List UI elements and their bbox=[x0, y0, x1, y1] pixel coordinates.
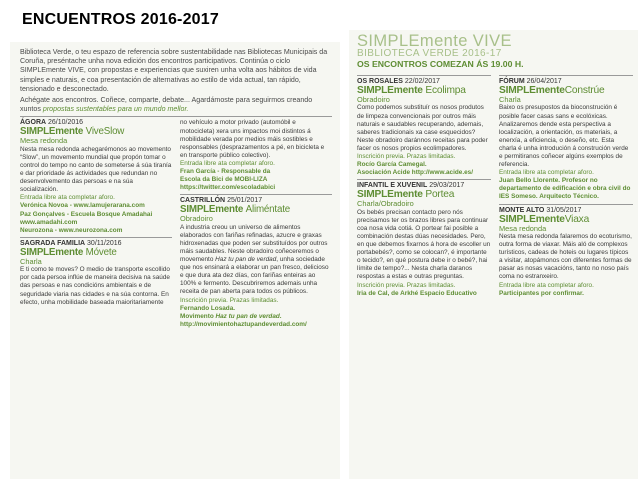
right-brochure-panel bbox=[349, 30, 638, 479]
event-description bbox=[20, 146, 172, 235]
text-fragment: 25/01/2017 bbox=[227, 197, 263, 205]
text-fragment: . bbox=[279, 312, 282, 320]
right-column-2 bbox=[499, 73, 633, 298]
event-viaxa bbox=[499, 207, 633, 298]
page-title: ENCUENTROS 2016-2017 bbox=[22, 11, 219, 28]
text-fragment: SIMPLEmente bbox=[180, 204, 244, 216]
participant-link: http://movimientohaztupandeverdad.com/ bbox=[180, 320, 307, 328]
event-format: Obradoiro bbox=[180, 214, 213, 224]
text-fragment: 31/05/2017 bbox=[546, 206, 582, 214]
text-fragment: Movimento bbox=[180, 312, 216, 320]
event-description: E ti como te moves? O medio de transporte escollido por cada persoa inflúe de maneira decisiva na saúde das persoas e nas condicións ambientais e de seguridade viaria nas cidades e na súa contorna. En efecto, unha mobilidade baseada maioritariamente bbox=[20, 266, 170, 306]
participant: Escola da Bici de MOBI-LIZA bbox=[180, 176, 268, 184]
text-fragment: 26/04/2017 bbox=[526, 78, 562, 85]
intro-text bbox=[20, 48, 332, 114]
divider bbox=[20, 237, 172, 238]
divider bbox=[20, 116, 332, 117]
divider bbox=[357, 75, 491, 76]
start-time-note: OS ENCONTROS COMEZAN ÁS 19.00 H. bbox=[357, 59, 524, 69]
participant-link: www.amadahi.com bbox=[20, 218, 78, 226]
event-entry-note: Entrada libre ata completar aforo. bbox=[499, 281, 594, 289]
text-fragment: SIMPLEmente bbox=[499, 213, 565, 225]
participant: Fernando Losada. bbox=[180, 304, 236, 312]
text-fragment: Móvete bbox=[85, 246, 117, 258]
text-fragment: Portea bbox=[425, 189, 455, 201]
text-fragment: CASTRILLÓN bbox=[180, 197, 226, 205]
divider bbox=[499, 204, 633, 205]
text-fragment: Haz tu pan de verdad bbox=[215, 256, 277, 264]
event-ecolimpa bbox=[357, 78, 491, 177]
participant: Juan Bello Llorente. Profesor no departamento de edificación e obra civil do IES Someso. Arquitecto Técnico. bbox=[499, 177, 631, 201]
event-movete bbox=[20, 240, 172, 307]
participant: Fran García - Responsable da bbox=[180, 167, 271, 175]
event-format: Charla bbox=[20, 256, 42, 266]
series-subtitle: BIBLIOTECA VERDE 2016-17 bbox=[357, 48, 502, 59]
participant-link: https://twitter.com/escoladabici bbox=[180, 184, 276, 192]
text-fragment: Ecolimpa bbox=[425, 85, 466, 96]
text-fragment: Os bebés precisan contacto pero nós precisamos ter os brazos libres para continuar coa nosa vida cotiá. O portear fai posible a combinación destas dúas necesidades. Pero, en que debemos fixarnos á hora de escoller un portabebés?, como se colocan?, é importante o tecido?, en qué postura debe ir o bebé?, hai límite de tempo?... Nesta charla daranos respostas a estas e outras preguntas. bbox=[357, 208, 491, 281]
text-fragment: Como podemos substituír os nosos produtos de limpeza convencionais por outros máis naturais e saudables recuperando, ademais, saberes tradicionais xa case esquecidos? Neste obradoiro daránnos receitas para poder facer os nosos propios ecolimpadores. bbox=[357, 104, 488, 152]
event-description bbox=[180, 224, 332, 329]
text-fragment: Aliméntate bbox=[245, 204, 290, 216]
event-alimentate bbox=[180, 197, 332, 329]
event-format: Charla/Obradoiro bbox=[357, 199, 414, 209]
series-title: SIMPLEmente VIVE bbox=[357, 32, 512, 50]
participant-link: Asociación Acide http://www.acide.es/ bbox=[357, 169, 474, 177]
text-fragment: , unha sociedade que nos ensinará a elaborar un pan fresco, delicioso e que dura ata dez días, con fariñas enteiras ao 100% e fermento. Descubriremos ademais unha receita de pan aberta para todos os públicos. bbox=[180, 256, 329, 296]
event-viveslow bbox=[20, 119, 172, 234]
event-entry-note: Entrada libre ata completar aforo. bbox=[20, 194, 115, 202]
participant: Iria de Cal, de Arkhé Espacio Educativo bbox=[357, 289, 477, 297]
left-brochure-panel bbox=[10, 42, 340, 479]
event-format: Mesa redonda bbox=[499, 223, 547, 233]
intro-paragraph-1: Biblioteca Verde, o teu espazo de referencia sobre sustentabilidade nas Bibliotecas Municipais da Coruña, preséntache unha nova edición dos encontros participativos. Continúa o ciclo SIMPLEmente VIVE, con propostas e experiencias que suxiren unha volta aos hábitos de vida simples e naturais, e coa presentación de alternativas ao estilo de vida actual, tan rápido, tensionado e desconectado. bbox=[20, 48, 328, 93]
text-fragment: SIMPLEmente bbox=[357, 189, 423, 201]
text-fragment: INFANTIL E XUVENIL bbox=[357, 182, 428, 190]
left-column-1 bbox=[20, 119, 172, 328]
event-entry-note: Inscrición previa. Prazas limitadas. bbox=[180, 296, 279, 304]
event-entry-note: Entrada libre ata completar aforo. bbox=[180, 159, 275, 167]
text-fragment: MONTE ALTO bbox=[499, 206, 545, 214]
event-description bbox=[357, 209, 491, 298]
participant bbox=[180, 313, 332, 321]
event-description bbox=[499, 233, 633, 298]
text-fragment: 30/11/2016 bbox=[87, 239, 122, 247]
event-format: Charla bbox=[499, 95, 521, 104]
text-fragment: FÓRUM bbox=[499, 78, 525, 85]
participant: Neurozona - www.neurozona.com bbox=[20, 226, 123, 234]
right-column-1 bbox=[357, 73, 491, 298]
event-entry-note: Inscrición previa. Prazas limitadas. bbox=[357, 152, 456, 160]
divider bbox=[180, 194, 332, 195]
text-fragment: SIMPLEmente bbox=[20, 126, 84, 138]
text-fragment: Constrúe bbox=[564, 85, 605, 96]
text-fragment: SIMPLEmente bbox=[20, 246, 84, 258]
text-fragment: Viaxa bbox=[564, 213, 590, 225]
left-column-2 bbox=[180, 119, 332, 328]
participant: Paz Gonçalves - Escuela Bosque Amadahai bbox=[20, 210, 153, 218]
text-fragment: OS ROSALES bbox=[357, 78, 403, 85]
text-fragment: SAGRADA FAMILIA bbox=[20, 239, 86, 247]
event-entry-note: Entrada libre ata completar aforo. bbox=[499, 169, 594, 177]
text-fragment: Nesta mesa redonda achegarémonos ao movemento “Slow”, un movemento mundial que propón tomar o control do tempo no canto de someterse á súa tiranía e dar prioridade ás actividades que redundan no desenvolvemento das persoas e na súa socialización. bbox=[20, 145, 172, 194]
text-fragment: Haz tu pan de verdad bbox=[215, 312, 280, 320]
text-fragment: A industria creou un universo de alimentos elaborados con fariñas refinadas, azucre e graxas hidroxenadas que poden ser substituídos por outros máis saudables. Neste obradoiro coñeceremos o movemento bbox=[180, 223, 328, 264]
event-description bbox=[499, 104, 633, 201]
event-movete-continued bbox=[180, 119, 332, 192]
text-fragment: Achégate aos encontros. Coñece, comparte, debate... Agardámoste para seguirmos creando xuntos bbox=[20, 96, 313, 114]
text-fragment: no vehículo a motor privado (automóbil e motocicleta) xera uns impactos moi distintos á mobilidade verada por medios máis sostibles e responsables (desprazamentos a pé, en bicicleta e en transporte público colectivo). bbox=[180, 119, 325, 159]
event-format: Obradoiro bbox=[357, 95, 390, 104]
event-title bbox=[20, 248, 172, 258]
intro-paragraph-2 bbox=[20, 96, 332, 114]
participant: Participantes por confirmar. bbox=[499, 289, 584, 297]
text-fragment: ÁGORA bbox=[20, 119, 47, 127]
text-fragment: 26/10/2016 bbox=[48, 119, 84, 127]
text-fragment: ViveSlow bbox=[85, 126, 125, 138]
text-fragment: 22/02/2017 bbox=[404, 78, 440, 85]
event-entry-note: Inscrición previa. Prazas limitadas. bbox=[357, 281, 456, 289]
text-fragment: Baixo os presupostos da bioconstrución é posible facer casas sans e ecolóxicas. Analizaremos dende esta perspectiva a localización, a orientación, os materiais, a enerxía, a eficiencia, o deseño, etc. Esta charla é unha introdución á construción verde e permitiranos coñecer algúns exemplos de referencia. bbox=[499, 104, 629, 169]
participant: Rocío García Camegal. bbox=[357, 161, 427, 169]
event-format: Mesa redonda bbox=[20, 136, 68, 146]
event-portea bbox=[357, 182, 491, 297]
event-description bbox=[357, 104, 491, 177]
text-fragment: SIMPLEmente bbox=[499, 85, 565, 96]
divider bbox=[499, 75, 633, 76]
text-fragment: Nesta mesa redonda falaremos do ecoturismo, outra forma de viaxar. Máis aló de complexos turísticos, cadeas de hoteis ou lugares típicos a visitar, atopámonos con diferentes formas de pasar as nosas vacacións, tanto no noso país coma no estranxeiro. bbox=[499, 232, 632, 281]
text-fragment: propostas sustentables para un mundo mellor. bbox=[42, 105, 189, 114]
participant: Verónica Novoa - www.lamujerarana.com bbox=[20, 202, 145, 210]
text-fragment: 29/03/2017 bbox=[429, 182, 465, 190]
text-fragment: SIMPLEmente bbox=[357, 85, 423, 96]
divider bbox=[357, 179, 491, 180]
event-construe bbox=[499, 78, 633, 202]
